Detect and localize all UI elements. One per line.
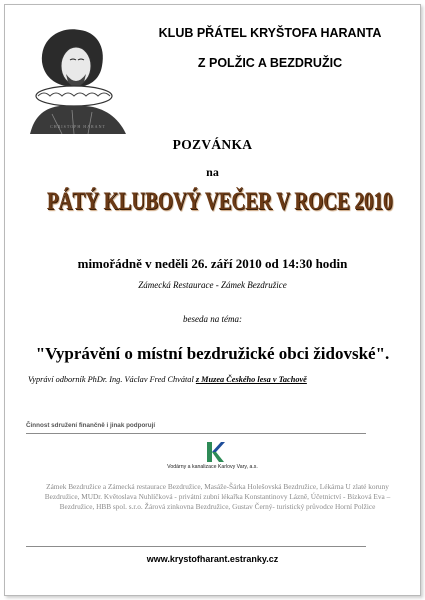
footer-divider — [26, 546, 366, 547]
topic-intro: beseda na téma: — [183, 314, 242, 324]
portrait-caption: CHRISTOPH HARANT — [50, 124, 106, 129]
support-divider — [26, 433, 366, 434]
water-company-logo-icon — [204, 440, 226, 464]
club-name-line2: Z POLŽIC A BEZDRUŽIC — [197, 56, 343, 70]
club-name-line1: KLUB PŘÁTEL KRYŠTOFA HARANTA — [158, 26, 382, 40]
invitation-title: POZVÁNKA — [172, 137, 253, 152]
support-label: Činnost sdružení finančně i jinak podporují — [26, 422, 156, 429]
event-date: mimořádně v neděli 26. září 2010 od 14:30 hodin — [77, 256, 348, 271]
sponsors-list: Zámek Bezdružice a Zámecká restaurace Bezdružice, Masáže-Šárka Holešovská Bezdružice, Lékárna U zlaté koruny Bezdružice, MUDr. Květoslava Nuhlíčková - privátní zubní lékařka Konstantinovy Lázně, Účetnictví - Bízková Eva – Bezdružice, HBB spol. s.r.o. Žárová zinkovna Bezdružice, Gustav Černý- turistický průvodce Horní Polžice — [44, 482, 391, 512]
invitation-on: na — [206, 165, 219, 179]
water-company-name: Vodárny a kanalizace Karlovy Vary, a.s. — [167, 464, 258, 470]
website-link[interactable]: www.krystofharant.estranky.cz — [146, 554, 279, 564]
speaker-museum: z Muzea Českého lesa v Tachově — [195, 375, 307, 384]
portrait-engraving — [22, 22, 130, 134]
speaker-line — [28, 375, 307, 384]
speaker-name: Vypráví odborník PhDr. Ing. Václav Fred Chvátal — [28, 375, 194, 384]
talk-topic: "Vyprávění o místní bezdružické obci židovské". — [35, 344, 390, 363]
event-venue: Zámecká Restaurace - Zámek Bezdružice — [138, 280, 287, 290]
event-title: PÁTÝ KLUBOVÝ VEČER V ROCE 2010 — [46, 188, 393, 215]
